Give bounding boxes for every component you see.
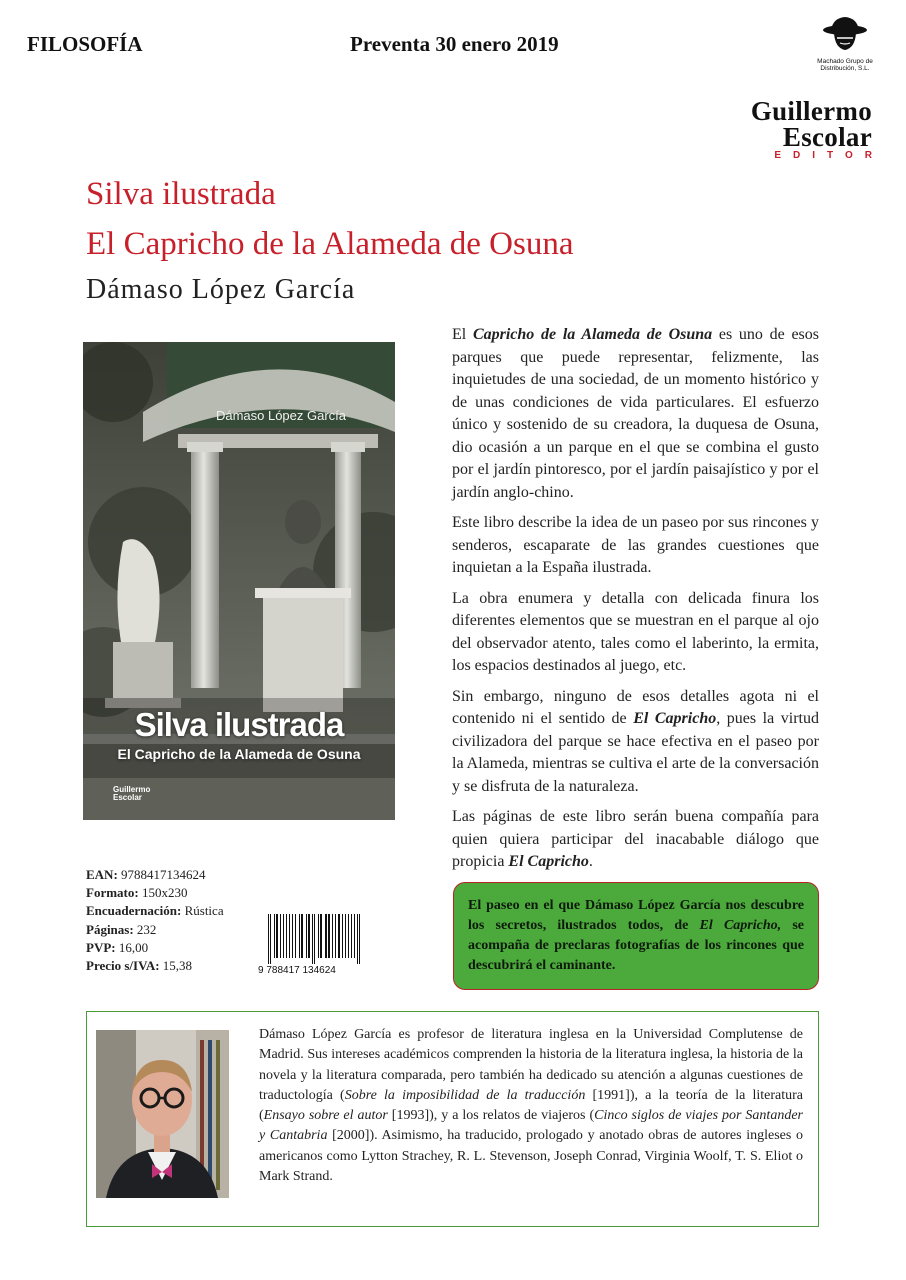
spec-pages xyxy=(86,921,224,939)
spec-label: Formato: xyxy=(86,885,139,901)
text-run: . xyxy=(588,853,593,870)
author-portrait xyxy=(96,1030,229,1198)
barcode-bar xyxy=(359,914,360,964)
text-run: se acompaña de preclaras fotografías de los rincones que descubrirá el caminante. xyxy=(468,918,804,973)
text-run: [1993]), y a los relatos de viajeros ( xyxy=(387,1108,595,1124)
book-specs xyxy=(86,866,224,975)
distributor-hat-icon xyxy=(804,14,886,62)
author-bio-text xyxy=(259,1025,803,1187)
emphasis: El Capricho, xyxy=(699,918,782,933)
emphasis: El Capricho xyxy=(508,853,589,870)
text-run: El paseo en el que Dámaso López García nos descubre los secretos, ilustrados todos, de xyxy=(468,898,804,933)
barcode-bar xyxy=(335,914,336,958)
publisher-logo xyxy=(720,96,884,164)
text-run: es uno de esos parques que puede representar, felizmente, las inquietudes de una sociedad, de un momento histórico y de unas condiciones de vida particulares. El esfuerzo único y sostenido de su creadora, la duquesa de Osuna, dio ocasión a un parque en el que se combina el gusto por el jardín pintoresco, por el jardín paisajístico y por el jardín anglo-chino. xyxy=(452,326,820,501)
barcode-bar xyxy=(345,914,346,958)
barcode-bar xyxy=(299,914,300,958)
text-run: El xyxy=(452,326,473,343)
spec-ean xyxy=(86,866,224,884)
spec-label: Precio s/IVA: xyxy=(86,958,160,974)
spec-pvp xyxy=(86,939,224,957)
cover-logo-line2: Escolar xyxy=(113,793,142,802)
section-label: FILOSOFÍA xyxy=(27,32,143,56)
distributor-name: Machado Grupo de Distribución, S.L. xyxy=(817,58,873,72)
text-run: Las páginas de este libro serán buena compañía para quien quiera participar del inacabable diálogo que propicia xyxy=(452,808,819,870)
spec-binding xyxy=(86,902,224,920)
spec-label: Encuadernación: xyxy=(86,903,182,919)
barcode-bar xyxy=(328,914,330,958)
book-description xyxy=(452,324,819,882)
spec-value: 16,00 xyxy=(118,939,149,955)
description-paragraph xyxy=(452,324,819,504)
barcode-bar xyxy=(289,914,290,958)
barcode-bar xyxy=(357,914,358,964)
text-run: [1991]), a la teoría de la literatura ( xyxy=(259,1087,803,1124)
barcode-bar xyxy=(354,914,355,958)
barcode-bar xyxy=(348,914,349,958)
spec-value: 150x230 xyxy=(141,885,188,901)
spec-value: 9788417134624 xyxy=(121,867,206,882)
description-paragraph xyxy=(452,806,819,874)
barcode-bar xyxy=(338,914,340,958)
barcode-bar xyxy=(295,914,296,958)
cover-logo-line1: Guillermo xyxy=(113,785,151,794)
barcode-bars xyxy=(258,914,384,964)
barcode-bar xyxy=(283,914,284,958)
barcode-bar xyxy=(318,914,319,958)
emphasis: Capricho de la Alameda de Osuna xyxy=(472,326,713,343)
barcode-bar xyxy=(320,914,322,958)
barcode-bar xyxy=(292,914,293,958)
barcode-bar xyxy=(286,914,287,958)
book-subtitle: El Capricho de la Alameda de Osuna xyxy=(86,226,574,262)
text-run: Sin embargo, ninguno de esos detalles agota ni el contenido ni el sentido de xyxy=(452,687,819,727)
barcode-bar xyxy=(308,914,310,958)
barcode-bar xyxy=(306,914,307,958)
barcode-bar xyxy=(332,914,333,958)
author-bio xyxy=(86,1011,819,1227)
book-title-citation: Sobre la imposibilidad de la traducción xyxy=(344,1087,586,1103)
barcode-bar xyxy=(270,914,271,964)
barcode-bar xyxy=(325,914,327,958)
spec-value: 15,38 xyxy=(162,958,193,974)
publisher-name-line2: Escolar xyxy=(782,122,872,152)
spec-label: Páginas: xyxy=(86,921,134,937)
distributor-logo xyxy=(804,14,886,72)
spec-price xyxy=(86,957,224,975)
book-author: Dámaso López García xyxy=(86,274,356,305)
book-title: Silva ilustrada xyxy=(86,176,276,212)
description-paragraph xyxy=(452,686,819,799)
barcode-bar xyxy=(314,914,315,964)
book-title-citation: Cinco siglos de viajes por Santander y Cantabria xyxy=(259,1108,803,1144)
presale-date: Preventa 30 enero 2019 xyxy=(350,32,559,56)
text-run: , pues la virtud civilizadora del parque se hace efectiva en el paseo por la Alameda, mientras se cultiva el arte de la conversación y se disfruta de la naturaleza. xyxy=(452,710,820,795)
barcode-bar xyxy=(342,914,343,958)
cover-subtitle: El Capricho de la Alameda de Osuna xyxy=(117,746,361,762)
barcode-bar xyxy=(351,914,352,958)
barcode xyxy=(258,914,384,976)
spec-label: EAN: xyxy=(86,867,118,882)
cover-publisher-logo xyxy=(113,786,150,802)
barcode-digits: 9 788417 134624 xyxy=(258,965,336,976)
description-paragraph: La obra enumera y detalla con delicada finura los diferentes elementos que se muestran en el parque al ojo del observador atento, tales como el laberinto, la ermita, los espacios destinados al juego, etc. xyxy=(452,589,819,674)
text-run: Dámaso López García es profesor de literatura inglesa en la Universidad Complutense de Madrid. Sus intereses académicos comprenden la historia de la literatura inglesa, la historia de la novela y la literatura comparada, pero también ha dedicado su atención a algunas cuestiones de traductología ( xyxy=(259,1027,803,1103)
cover-title: Silva ilustrada xyxy=(134,706,344,743)
emphasis: El Capricho xyxy=(633,710,717,727)
spec-value: 232 xyxy=(136,921,157,937)
author-photo xyxy=(96,1030,229,1198)
spec-value: Rústica xyxy=(184,903,224,919)
text-run: [2000]). Asimismo, ha traducido, prologado y anotado obras de autores ingleses o americanos como Lytton Strachey, R. L. Stevenson, Joseph Conrad, Virginia Woolf, T. S. Eliot o Mark Strand. xyxy=(259,1128,804,1185)
barcode-bar xyxy=(312,914,313,964)
book-cover xyxy=(83,342,395,820)
book-title-citation: Ensayo sobre el autor xyxy=(263,1108,388,1124)
publisher-name-line1: Guillermo xyxy=(750,96,872,126)
highlight-callout xyxy=(453,882,819,990)
barcode-bar xyxy=(274,914,275,958)
publisher-editor-label: EDITOR xyxy=(774,150,884,161)
spec-format xyxy=(86,884,224,902)
barcode-bar xyxy=(280,914,281,958)
barcode-bar xyxy=(268,914,269,964)
description-paragraph: Este libro describe la idea de un paseo por sus rincones y senderos, escaparate de las grandes cuestiones que inquietan a la España ilustrada. xyxy=(452,514,819,576)
barcode-bar xyxy=(301,914,303,958)
spec-label: PVP: xyxy=(86,939,116,955)
cover-author: Dámaso López García xyxy=(215,408,347,423)
barcode-bar xyxy=(276,914,278,958)
